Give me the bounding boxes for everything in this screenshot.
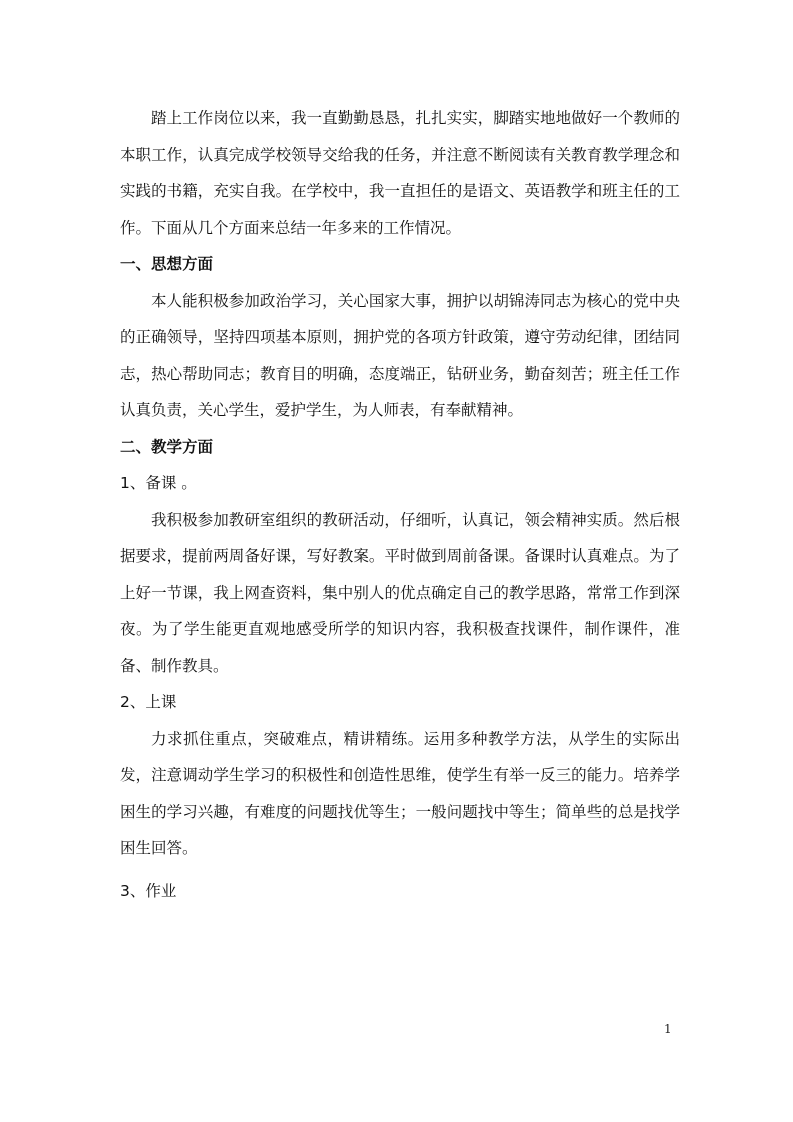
document-body (120, 100, 680, 909)
section-heading-thought: 一、思想方面 (120, 255, 214, 273)
subheading-lesson-prep: 1、备课 。 (120, 474, 197, 492)
section-heading-teaching: 二、教学方面 (120, 437, 214, 456)
intro-paragraph: 踏上工作岗位以来，我一直勤勤恳恳，扎扎实实，脚踏实地地做好一个教师的本职工作，认真完成学校领导交给我的任务，并注意不断阅读有关教育教学理念和实践的书籍，充实自我。在学校中，我一直担任的是语文、英语教学和班主任的工作。下面从几个方面来总结一年多来的工作情况。 (120, 109, 680, 237)
thought-paragraph: 本人能积极参加政治学习，关心国家大事，拥护以胡锦涛同志为核心的党中央的正确领导，坚持四项基本原则，拥护党的各项方针政策，遵守劳动纪律，团结同志，热心帮助同志；教育目的明确，态度端正，钻研业务，勤奋刻苦；班主任工作认真负责，关心学生，爱护学生，为人师表，有奉献精神。 (120, 291, 680, 419)
class-paragraph: 力求抓住重点，突破难点，精讲精练。运用多种教学方法，从学生的实际出发，注意调动学生学习的积极性和创造性思维，使学生有举一反三的能力。培养学困生的学习兴趣，有难度的问题找优等生；一般问题找中等生；简单些的总是找学困生回答。 (120, 729, 680, 857)
subheading-homework: 3、作业 (120, 881, 177, 900)
subheading-class: 2、上课 (120, 693, 177, 711)
lesson-prep-paragraph: 我积极参加教研室组织的教研活动，仔细听，认真记，领会精神实质。然后根据要求，提前两周备好课，写好教案。平时做到周前备课。备课时认真难点。为了上好一节课，我上网查资料，集中别人的优点确定自己的教学思路，常常工作到深夜。为了学生能更直观地感受所学的知识内容，我积极查找课件，制作课件，准备、制作教具。 (120, 510, 680, 675)
page-number: 1 (664, 1022, 672, 1036)
